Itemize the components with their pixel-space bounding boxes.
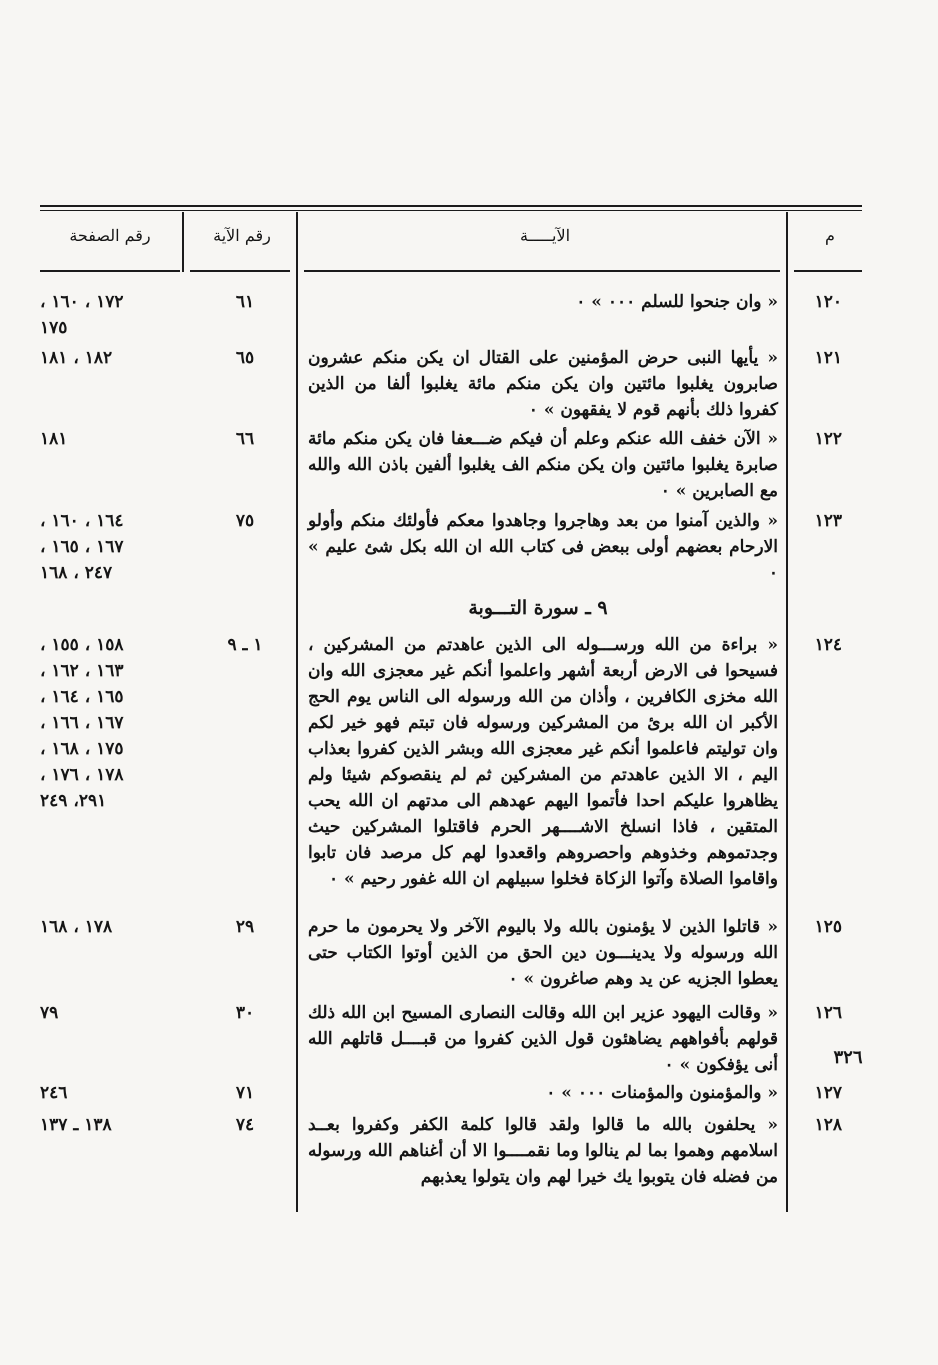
top-rule-thin <box>40 210 862 211</box>
ayah-number: ٧٥ <box>235 511 255 531</box>
page-line: ١٧٥ ، ١٦٨ ، <box>40 739 124 759</box>
row-number: ١٢٢ <box>814 429 842 449</box>
ayah-number: ٦٥ <box>235 348 255 368</box>
row-number: ١٢٥ <box>814 917 842 937</box>
page-number: ٣٢٦ <box>833 1047 863 1068</box>
divider-ayah-verse <box>296 212 298 1212</box>
page-line: ١٦٣ ، ١٦٢ ، <box>40 661 124 681</box>
page-line: ١٧٢ ، ١٦٠ ، <box>40 292 124 312</box>
row-number: ١٢٦ <box>814 1003 842 1023</box>
page-numbers <box>40 289 180 341</box>
header-ayah-number: رقم الآية <box>213 226 271 245</box>
page-line: ١٨٢ ، ١٨١ <box>40 348 113 368</box>
header-rule-ayah <box>190 270 290 272</box>
page-line: ١٦٤ ، ١٦٠ ، <box>40 511 124 531</box>
row-number: ١٢٣ <box>814 511 842 531</box>
header-num: م <box>825 226 835 245</box>
page-line: ١٦٧ ، ١٦٥ ، <box>40 537 124 557</box>
header-verse: الآيـــــة <box>519 226 571 245</box>
verse-text: « قاتلوا الذين لا يؤمنون بالله ولا باليوم الآخر ولا يحرمون ما حرم الله ورسوله ولا يدينـــون دين الحق من الذين أوتوا الكتاب حتى يعطوا الجزيه عن يد وهم صاغرون » ٠ <box>308 917 778 989</box>
page-numbers <box>40 914 180 940</box>
ayah-number: ١ ـ ٩ <box>227 635 263 655</box>
page-line: ١٦٧ ، ١٦٦ ، <box>40 713 124 733</box>
ayah-number: ٦١ <box>235 292 255 312</box>
divider-pages-ayah <box>182 212 184 272</box>
page-numbers <box>40 1000 180 1026</box>
page-line: ١٥٨ ، ١٥٥ ، <box>40 635 124 655</box>
row-number: ١٢٤ <box>814 635 842 655</box>
surah-heading: ٩ ـ سورة التـــوبة <box>468 597 608 619</box>
header-rule-pages <box>40 270 180 272</box>
verse-text: « والمؤمنون والمؤمنات ٠٠٠ » ٠ <box>546 1083 778 1103</box>
row-number: ١٢٨ <box>814 1115 842 1135</box>
page-line: ١٣٨ ـ ١٣٧ <box>40 1115 112 1135</box>
page-numbers <box>40 1112 180 1138</box>
ayah-number: ٦٦ <box>235 429 255 449</box>
row-number: ١٢٠ <box>814 292 842 312</box>
page-line: ٢٩١، ٢٤٩ <box>40 791 107 811</box>
ayah-number: ٧١ <box>235 1083 255 1103</box>
ayah-number: ٣٠ <box>235 1003 255 1023</box>
row-number: ١٢١ <box>814 348 842 368</box>
page-line: ١٧٨ ، ١٧٦ ، <box>40 765 124 785</box>
page-line: ٢٤٧ ، ١٦٨ <box>40 563 113 583</box>
verse-text: « يحلفون بالله ما قالوا ولقد قالوا كلمة الكفر وكفروا بعــد اسلامهم وهموا بما لم ينالوا وما نقمــــوا الا أن أغناهم الله ورسوله من فضله فان يتوبوا يك خيرا لهم وان يتولوا يعذبهم <box>308 1115 778 1187</box>
page-line: ١٨١ <box>40 429 68 449</box>
page-line: ١٧٥ <box>40 318 68 338</box>
verse-text: « وقالت اليهود عزير ابن الله وقالت النصارى المسيح ابن الله ذلك قولهم بأفواههم يضاهئون قول الذين كفروا من قبــــل قاتلهم الله أنى يؤفكون » ٠ <box>308 1003 778 1075</box>
page-line: ١٦٥ ، ١٦٤ ، <box>40 687 124 707</box>
page-numbers <box>40 345 180 371</box>
ayah-number: ٢٩ <box>235 917 255 937</box>
top-rule <box>40 205 862 207</box>
ayah-number: ٧٤ <box>235 1115 255 1135</box>
row-number: ١٢٧ <box>814 1083 842 1103</box>
header-rule-num <box>794 270 862 272</box>
verse-text: « يأيها النبى حرض المؤمنين على القتال ان يكن منكم عشرون صابرون يغلبوا مائتين وان يكن منكم مائة يغلبوا ألفا من الذين كفروا ذلك بأنهم قوم لا يفقهون » ٠ <box>308 348 778 420</box>
page-line: ٧٩ <box>40 1003 59 1023</box>
page-numbers <box>40 426 180 452</box>
verse-text: « وان جنحوا للسلم ٠٠٠ » ٠ <box>576 292 778 312</box>
header-page-number: رقم الصفحة <box>69 226 151 245</box>
verse-text: « والذين آمنوا من بعد وهاجروا وجاهدوا معكم فأولئك منكم وأولو الارحام بعضهم أولى ببعض فى كتاب الله ان الله بكل شئ عليم » ٠ <box>308 511 778 583</box>
page-line: ١٧٨ ، ١٦٨ <box>40 917 113 937</box>
verse-text: « براءة من الله ورســـوله الى الذين عاهدتم من المشركين ، فسيحوا فى الارض أربعة أشهر واعلموا أنكم غير معجزى الله وان الله مخزى الكافرين ، وأذان من الله ورسوله الى الناس يوم الحج الأكبر ان الله برئ من المشركين ورسوله فان تبتم فهو خير لكم وان توليتم فاعلموا أنكم غير معجزى الله وبشر الذين كفروا بعذاب اليم ، الا الذين عاهدتم من المشركين ثم لم ينقصوكم شيئا ولم يظاهروا عليكم احدا فأتموا اليهم عهدهم الى مدتهم ان الله يحب المتقين ، فاذا انسلخ الاشــــهر الحرم فاقتلوا المشركين حيث وجدتموهم وخذوهم واحصروهم واقعدوا لهم كل مرصد فان تابوا واقاموا الصلاة وآتوا الزكاة فخلوا سبيلهم ان الله غفور رحيم » ٠ <box>308 635 778 889</box>
page-line: ٢٤٦ <box>40 1083 68 1103</box>
page-numbers <box>40 632 180 814</box>
header-rule-verse <box>304 270 780 272</box>
page-numbers <box>40 1080 180 1106</box>
verse-text: « الآن خفف الله عنكم وعلم أن فيكم ضـــعفا فان يكن منكم مائة صابرة يغلبوا مائتين وان يكن منكم الف يغلبوا ألفين باذن الله والله مع الصابرين » ٠ <box>308 429 778 501</box>
page-numbers <box>40 508 180 586</box>
